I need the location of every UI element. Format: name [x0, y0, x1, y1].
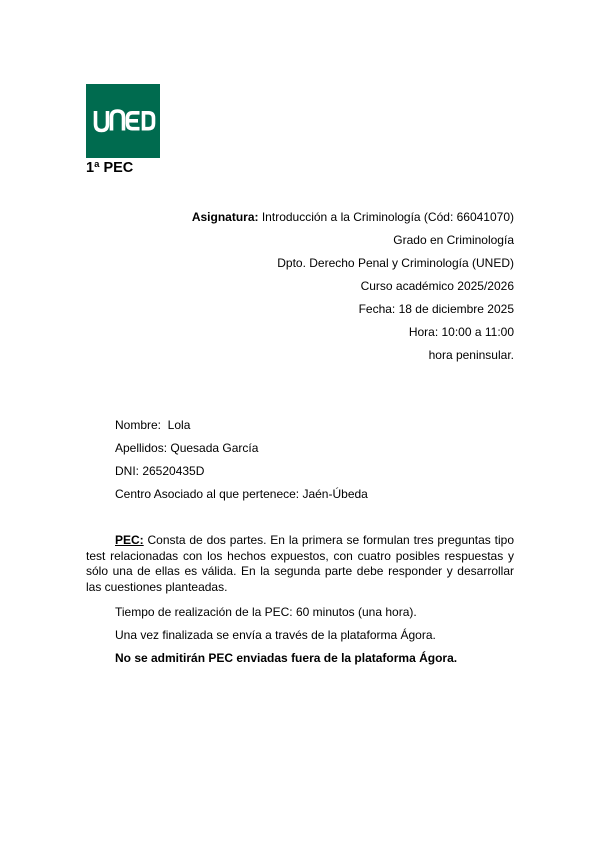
student-name: Nombre: Lola: [115, 418, 191, 432]
uned-logo: [86, 84, 160, 158]
exam-date: Fecha: 18 de diciembre 2025: [358, 302, 514, 316]
time-note: hora peninsular.: [428, 348, 514, 362]
pec-title: 1ª PEC: [86, 160, 134, 176]
uned-logo-mark: [86, 84, 160, 158]
exam-time: Hora: 10:00 a 11:00: [408, 325, 514, 339]
student-info: [115, 415, 368, 507]
degree: Grado en Criminología: [393, 233, 514, 247]
pec-submission: Una vez finalizada se envía a través de la plataforma Ágora.: [115, 628, 436, 642]
subject-label: Asignatura:: [191, 210, 259, 224]
course-info: [134, 207, 514, 368]
department: Dpto. Derecho Penal y Criminología (UNED): [277, 256, 514, 270]
student-surnames: Apellidos: Quesada García: [115, 441, 259, 455]
pec-label: PEC:: [115, 533, 144, 547]
subject-value: Introducción a la Criminología (Cód: 66041070): [258, 210, 514, 224]
pec-duration: Tiempo de realización de la PEC: 60 minutos (una hora).: [115, 605, 417, 619]
student-dni: DNI: 26520435D: [115, 464, 205, 478]
pec-rules: [115, 602, 457, 671]
subject-line: [134, 207, 514, 230]
pec-description: [86, 533, 514, 595]
pec-warning: No se admitirán PEC enviadas fuera de la plataforma Ágora.: [115, 651, 458, 665]
student-center: Centro Asociado al que pertenece: Jaén-Úbeda: [115, 487, 368, 501]
academic-year: Curso académico 2025/2026: [360, 279, 514, 293]
pec-description-text: Consta de dos partes. En la primera se formulan tres preguntas tipo test relacionadas con los hechos expuestos, con cuatro posibles respuestas y sólo una de ellas es válida. En la segunda parte debe responder y desarrollar las cuestiones planteadas.: [86, 533, 514, 594]
